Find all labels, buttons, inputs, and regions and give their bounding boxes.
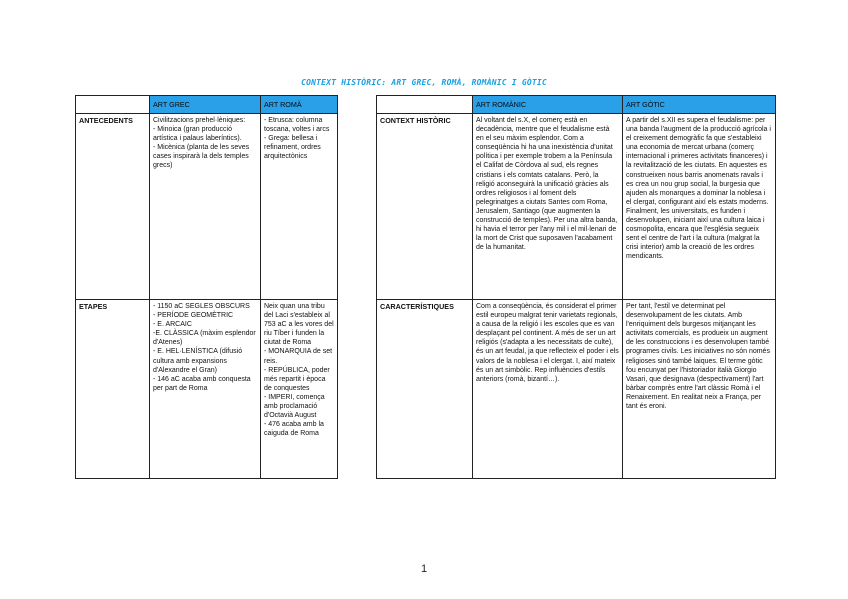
cell-line: Neix quan una tribu del Laci s'estableix al 753 aC a les vores del riu Tíber i funden la ciutat de Roma: [264, 303, 334, 347]
header-art-grec: ART GREC: [150, 96, 261, 114]
header-art-gotic: ART GÒTIC: [623, 96, 776, 114]
cell-romanic-context: Al voltant del s.X, el comerç està en decadència, mentre que el feudalisme està en el seu màxim esplendor. Com a conseqüència hi ha una inexistència d'unitat política i per exemple trobem a la Península el Califat de Còrdova al sud, els regnes cristians i els comtats catalans. Però, la religió aconseguirà la unificació gràcies als ordres religiosos i al foment dels pelegrinatges a ciutats Santes com Roma, Jerusalem, Santiago (que augmenten la construcció de temples). Per una altra banda, hi havia el terror per l'any mil i el mil·lenari de la mort de Crist que suposaven l'acabament de la humanitat.: [473, 114, 623, 300]
cell-roma-etapes: [261, 300, 338, 479]
cell-line: - MONARQUIA de set reis.: [264, 348, 333, 365]
row-label-antecedents: ANTECEDENTS: [76, 114, 150, 300]
row-label-etapes: ETAPES: [76, 300, 150, 479]
cell-gotic-context: A partir del s.XII es supera el feudalisme: per una banda l'augment de la producció agrícola i el creixement demogràfic fa que s'estableixi una economia de mercat urbana (comerç internacional i primeres activitats financeres) i la revitalització de les ciutats. En aquestes es construeixen nous barris anomenats ravals i es crea un nou grup social, la burgesia que ajuden als monarques a dominar la noblesa i el clergat, configurant així els estats moderns. Finalment, les universitats, es funden i desenvolupen, iniciant així una cultura laica i cosmopolita, encara que l'església segueix sent el centre de l'art i la cultura (malgrat la crisi interior) amb la creació de les ordres mendicants.: [623, 114, 776, 300]
table-romanic-gotic: [376, 95, 776, 479]
cell-line: - Minoica (gran producció artística i palaus laberíntics).: [153, 126, 242, 143]
cell-line: - Grega: bellesa i refinament, ordres arquitectònics: [264, 135, 321, 161]
table-header-row: [377, 96, 776, 114]
cell-roma-antecedents: [261, 114, 338, 300]
table-header-row: [76, 96, 338, 114]
header-art-roma: ART ROMÀ: [261, 96, 338, 114]
row-label-context-historic: CONTEXT HISTÒRIC: [377, 114, 473, 300]
cell-line: - IMPERI, comença amb proclamació d'Octavià August: [264, 393, 325, 420]
cell-line: - PERÍODE GEOMÈTRIC: [153, 312, 234, 320]
cell-line: - E. ARCAIC: [153, 321, 192, 329]
table-row-antecedents: [76, 114, 338, 300]
header-empty-cell: [76, 96, 150, 114]
cell-line: - 1150 aC SEGLES OBSCURS: [153, 303, 250, 310]
cell-line: - Micènica (planta de les seves cases inspirarà la dels temples grecs): [153, 144, 250, 170]
cell-grec-antecedents: [150, 114, 261, 300]
header-art-romanic: ART ROMÀNIC: [473, 96, 623, 114]
cell-line: -E. CLÀSSICA (màxim esplendor d'Atenes): [153, 330, 256, 347]
table-row-etapes: [76, 300, 338, 479]
table-row-context-historic: [377, 114, 776, 300]
document-title: CONTEXT HISTÒRIC: ART GREC, ROMÀ, ROMÀNIC I GÒTIC: [301, 78, 547, 87]
cell-line: Civilitzacions prehel·lèniques:: [153, 117, 246, 124]
cell-line: - Etrusca: columna toscana, voltes i arcs: [264, 117, 330, 134]
cell-line: - 146 aC acaba amb conquesta per part de Roma: [153, 375, 251, 392]
cell-romanic-caracteristiques: Com a conseqüència, és considerat el primer estil europeu malgrat tenir varietats regionals, a causa de la religió i les escoles que es van desplaçant pel continent. A més de ser un art religiós (s'adapta a les necessitats de culte), és un art feudal, ja que reflecteix el poder i els valors de la noblesa i el clergat. I, així mateix és un art simbòlic. Rep influències d'estils anteriors (romà, bizantí…).: [473, 300, 623, 479]
table-row-caracteristiques: [377, 300, 776, 479]
cell-grec-etapes: [150, 300, 261, 479]
table-grec-roma: [75, 95, 338, 479]
row-label-caracteristiques: CARACTERÍSTIQUES: [377, 300, 473, 479]
cell-line: - 476 acaba amb la caiguda de Roma: [264, 421, 324, 438]
cell-line: - E. HEL·LENÍSTICA (difusió cultura amb expansions d'Alexandre el Gran): [153, 348, 243, 374]
page-number: 1: [420, 563, 428, 575]
cell-gotic-caracteristiques: Per tant, l'estil ve determinat pel desenvolupament de les ciutats. Amb l'enriquiment dels burgesos mitjançant les activitats comercials, es produeix un augment de les construccions i es desenvolupen també programes civils. Les iniciatives no són només religioses sinó també laiques. El terme gòtic fou encunyat per l'historiador italià Giorgio Vasari, que designava (despectivament) l'art bàrbar comprès entre l'art clàssic Romà i el Renaixement. En realitat neix a França, per tant és eroni.: [623, 300, 776, 479]
header-empty-cell: [377, 96, 473, 114]
cell-line: - REPÚBLICA, poder més repartit i època de conquestes: [264, 366, 330, 392]
